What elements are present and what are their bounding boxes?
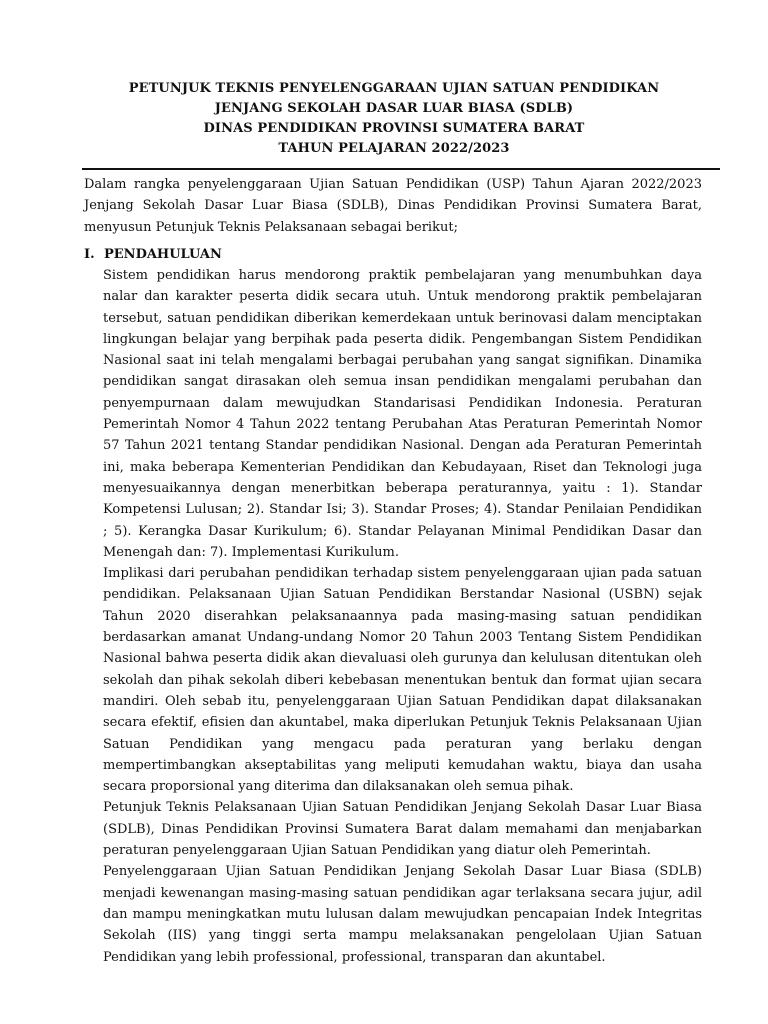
section-heading	[84, 245, 222, 265]
intro-paragraph: Dalam rangka penyelenggaraan Ujian Satuan Pendidikan (USP) Tahun Ajaran 2022/2023 Jenjang Sekolah Dasar Luar Biasa (SDLB), Dinas Pendidikan Provinsi Sumatera Barat, menyusun Petunjuk Teknis Pelaksanaan sebagai berikut;	[84, 177, 702, 235]
document-title	[84, 79, 704, 159]
title-divider	[82, 168, 720, 170]
title-line: JENJANG SEKOLAH DASAR LUAR BIASA (SDLB)	[214, 101, 574, 116]
body-paragraph: Sistem pendidikan harus mendorong praktik pembelajaran yang menumbuhkan daya nalar dan karakter peserta didik secara utuh. Untuk mendorong praktik pembelajaran tersebut, satuan pendidikan diberikan kemerdekaan untuk berinovasi dalam menciptakan lingkungan belajar yang berpihak pada peserta didik. Pengembangan Sistem Pendidikan Nasional saat ini telah mengalami berbagai perubahan yang sangat signifikan. Dinamika pendidikan sangat dirasakan oleh semua insan pendidikan mengalami perubahan dan penyempurnaan dalam mewujudkan Standarisasi Pendidikan Indonesia. Peraturan Pemerintah Nomor 4 Tahun 2022 tentang Perubahan Atas Peraturan Pemerintah Nomor 57 Tahun 2021 tentang Standar pendidikan Nasional. Dengan ada Peraturan Pemerintah ini, maka beberapa Kementerian Pendidikan dan Kebudayaan, Riset dan Teknologi juga menyesuaikannya dengan menerbitkan beberapa peraturannya, yaitu : 1). Standar Kompetensi Lulusan; 2). Standar Isi; 3). Standar Proses; 4). Standar Penilaian Pendidikan ; 5). Kerangka Dasar Kurikulum; 6). Standar Pelayanan Minimal Pendidikan Dasar dan Menengah dan: 7). Implementasi Kurikulum.	[103, 268, 702, 560]
section-number: I.	[84, 247, 95, 262]
title-line: TAHUN PELAJARAN 2022/2023	[278, 141, 510, 156]
title-line: PETUNJUK TEKNIS PENYELENGGARAAN UJIAN SATUAN PENDIDIKAN	[128, 81, 660, 96]
body-paragraph: Implikasi dari perubahan pendidikan terhadap sistem penyelenggaraan ujian pada satuan pendidikan. Pelaksanaan Ujian Satuan Pendidikan Berstandar Nasional (USBN) sejak Tahun 2020 diserahkan pelaksanaannya pada masing-masing satuan pendidikan berdasarkan amanat Undang-undang Nomor 20 Tahun 2003 Tentang Sistem Pendidikan Nasional bahwa peserta didik akan dievaluasi oleh gurunya dan kelulusan ditentukan oleh sekolah dan pihak sekolah diberi kebebasan menentukan bentuk dan format ujian secara mandiri. Oleh sebab itu, penyelenggaraan Ujian Satuan Pendidikan dapat dilaksanakan secara efektif, efisien dan akuntabel, maka diperlukan Petunjuk Teknis Pelaksanaan Ujian Satuan Pendidikan yang mengacu pada peraturan yang berlaku dengan mempertimbangkan akseptabilitas yang meliputi kemudahan waktu, biaya dan usaha secara proporsional yang diterima dan dilaksanakan oleh semua pihak.	[103, 566, 702, 795]
section-body	[103, 265, 702, 968]
title-line: DINAS PENDIDIKAN PROVINSI SUMATERA BARAT	[203, 121, 585, 136]
body-paragraph: Petunjuk Teknis Pelaksanaan Ujian Satuan Pendidikan Jenjang Sekolah Dasar Luar Biasa (SDLB), Dinas Pendidikan Provinsi Sumatera Barat dalam memahami dan menjabarkan peraturan penyelenggaraan Ujian Satuan Pendidikan yang diatur oleh Pemerintah.	[103, 800, 702, 859]
section-title: PENDAHULUAN	[104, 247, 222, 262]
body-paragraph: Penyelenggaraan Ujian Satuan Pendidikan Jenjang Sekolah Dasar Luar Biasa (SDLB) menjadi kewenangan masing-masing satuan pendidikan agar terlaksana secara jujur, adil dan mampu meningkatkan mutu lulusan dalam mewujudkan pencapaian Indek Integritas Sekolah (IIS) yang tinggi serta mampu melaksanakan pengelolaan Ujian Satuan Pendidikan yang lebih professional, professional, transparan dan akuntabel.	[103, 864, 702, 965]
